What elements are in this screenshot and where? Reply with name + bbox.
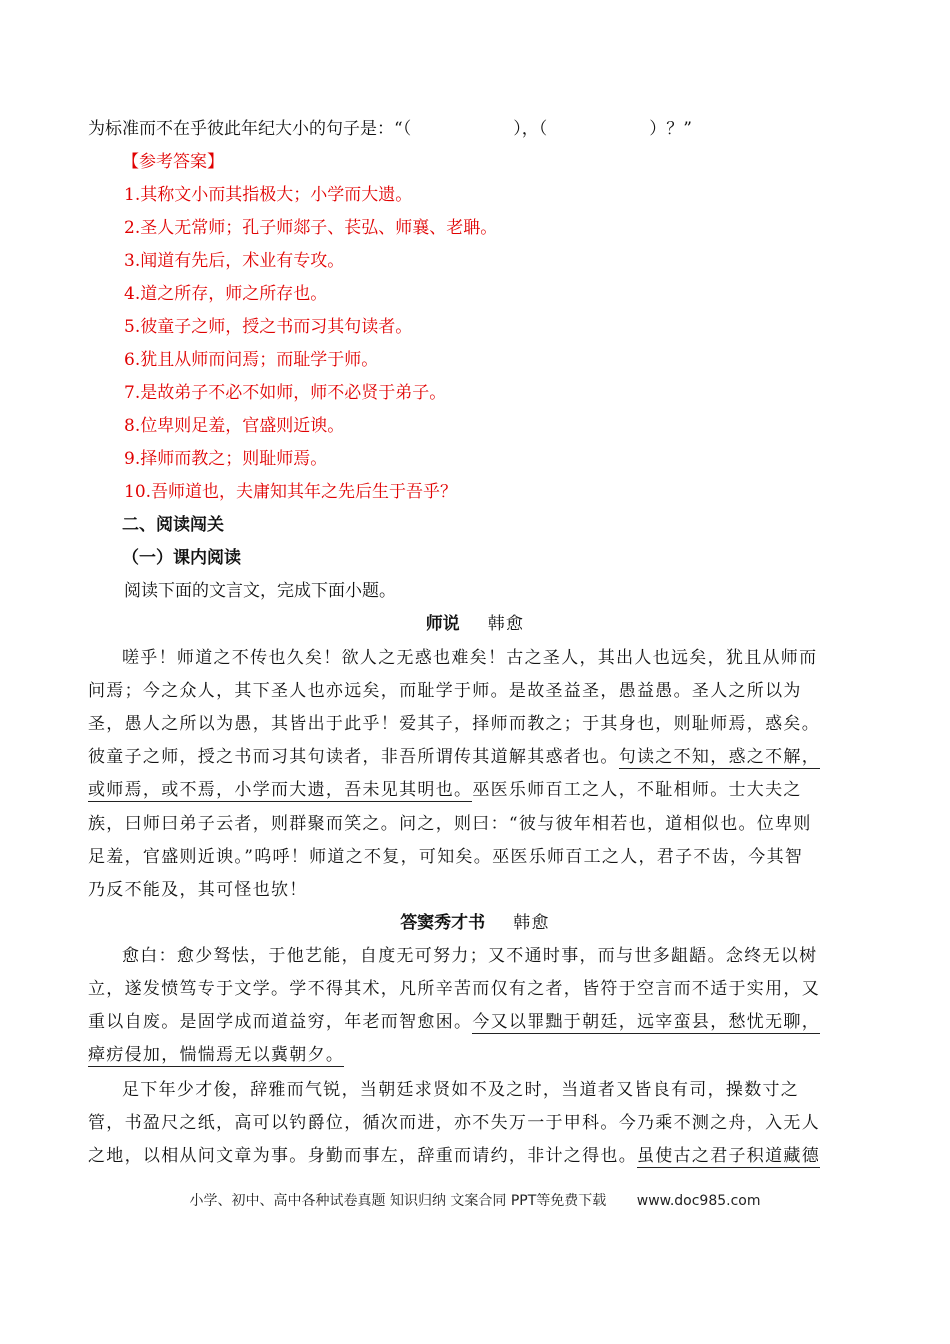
text2-heading [0, 911, 950, 935]
text2-line4-underlined: 瘴疠侵加，惴惴焉无以冀朝夕。 [88, 1045, 345, 1065]
question-intro-line: 为标准而不在乎彼此年纪大小的句子是：“（ ），（ ）？” [88, 119, 692, 139]
text2-last-underlined: 虽使古之君子积道藏德 [637, 1146, 820, 1166]
text2-line3-underlined: 今又以罪黜于朝廷，远宰蛮县，愁忧无聊， [472, 1012, 821, 1032]
text1-line: 圣，愚人之所以为愚，其皆出于此乎！爱其子，择师而教之；于其身也，则耻师焉，惑矣。 [88, 714, 820, 734]
text1-line [88, 778, 802, 802]
answer-item: 10.吾师道也，夫庸知其年之先后生于吾乎？ [124, 482, 458, 502]
answer-heading: 【参考答案】 [122, 152, 224, 172]
text1-line: 嗟乎！师道之不传也久矣！欲人之无惑也难矣！古之圣人，其出人也远矣，犹且从师而 [122, 648, 818, 668]
footer-url[interactable]: www.doc985.com [636, 1193, 761, 1209]
text1-title: 师说 [425, 614, 460, 634]
text1-line: 乃反不能及，其可怪也欤！ [88, 880, 308, 900]
answer-item: 4.道之所存，师之所存也。 [124, 284, 328, 304]
instruction: 阅读下面的文言文，完成下面小题。 [124, 581, 396, 601]
text1-line5-underlined: 或师焉，或不焉，小学而大遗，吾未见其明也。 [88, 780, 473, 800]
footer-text: 小学、初中、高中各种试卷真题 知识归纳 文案合同 PPT等免费下载 [189, 1193, 607, 1209]
text2-line: 立，遂发愤笃专于文学。学不得其术，凡所辛苦而仅有之者，皆符于空言而不适于实用，又 [88, 979, 820, 999]
text2-line3-plain: 重以自废。是固学成而道益穷，年老而智愈困。 [88, 1012, 473, 1032]
subsection-title: （一）课内阅读 [122, 548, 241, 568]
text1-line [88, 745, 820, 769]
text1-line: 问焉；今之众人，其下圣人也亦远矣，而耻学于师。是故圣益圣，愚益愚。圣人之所以为 [88, 681, 802, 701]
text2-title: 答窦秀才书 [400, 913, 486, 933]
text2-line: 足下年少才俊，辞雅而气锐，当朝廷求贤如不及之时，当道者又皆良有司，操数寸之 [122, 1080, 800, 1100]
text1-line4-plain: 彼童子之师，授之书而习其句读者，非吾所谓传其道解其惑者也。 [88, 747, 619, 767]
text1-line: 族，曰师曰弟子云者，则群聚而笑之。问之，则曰：“彼与彼年相若也，道相似也。位卑则 [88, 814, 812, 834]
answer-item: 1.其称文小而其指极大；小学而大遗。 [124, 185, 413, 205]
text2-line: 管，书盈尺之纸，高可以钓爵位，循次而进，亦不失万一于甲科。今乃乘不测之舟，入无人 [88, 1113, 820, 1133]
answer-item: 3.闻道有先后，术业有专攻。 [124, 251, 345, 271]
text2-last-plain: 之地，以相从问文章为事。身勤而事左，辞重而请约，非计之得也。 [88, 1146, 637, 1166]
text1-heading [0, 612, 950, 636]
text2-author: 韩愈 [513, 913, 550, 933]
answer-item: 9.择师而教之；则耻师焉。 [124, 449, 328, 469]
text1-line4-underlined: 句读之不知，惑之不解， [618, 747, 821, 767]
answer-item: 6.犹且从师而问焉；而耻学于师。 [124, 350, 379, 370]
text1-line5-plain: 巫医乐师百工之人，不耻相师。士大夫之 [472, 780, 802, 800]
answer-item: 2.圣人无常师；孔子师郯子、苌弘、师襄、老聃。 [124, 218, 498, 238]
page-footer [0, 1190, 950, 1210]
text2-line [88, 1010, 820, 1034]
section-title: 二、阅读闯关 [122, 515, 224, 535]
text1-author: 韩愈 [487, 614, 525, 634]
text2-line [88, 1043, 344, 1067]
text2-line [88, 1144, 820, 1168]
answer-item: 5.彼童子之师，授之书而习其句读者。 [124, 317, 413, 337]
answer-item: 8.位卑则足羞，官盛则近谀。 [124, 416, 345, 436]
text1-line: 足羞，官盛则近谀。”呜呼！师道之不复，可知矣。巫医乐师百工之人，君子不齿，今其智 [88, 847, 804, 867]
answer-item: 7.是故弟子不必不如师，师不必贤于弟子。 [124, 383, 447, 403]
text2-line: 愈白：愈少驽怯，于他艺能，自度无可努力；又不通时事，而与世多龃龉。念终无以树 [122, 946, 818, 966]
